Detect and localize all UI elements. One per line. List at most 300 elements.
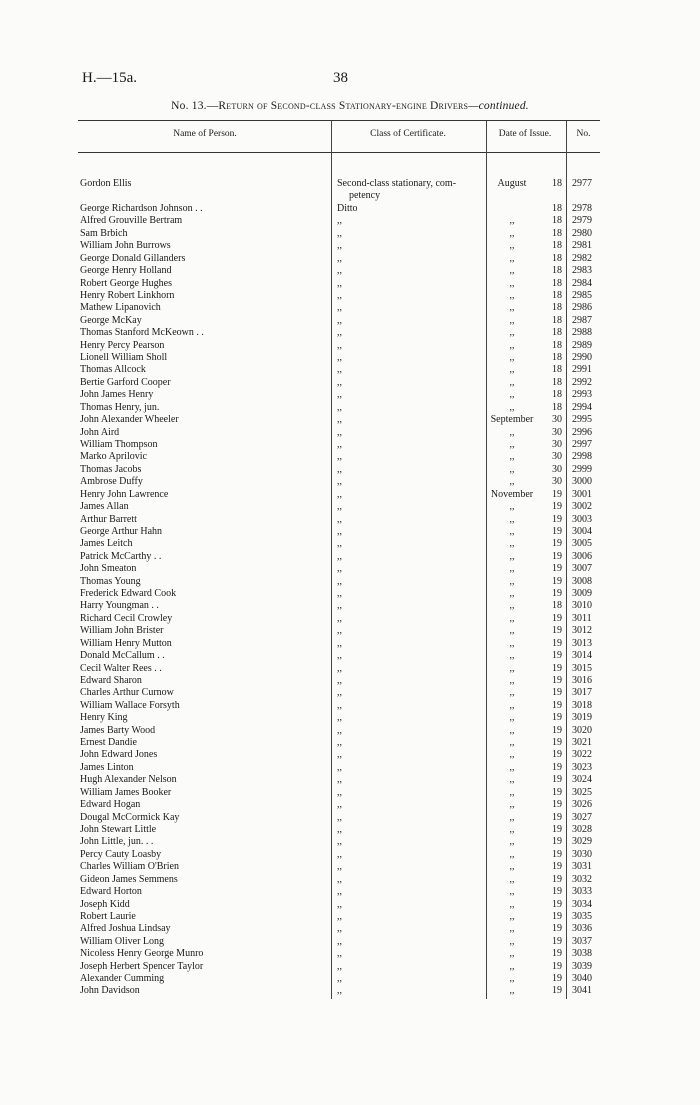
- table-row: [0, 787, 700, 799]
- issue-month: ,,: [509, 973, 515, 985]
- issue-day: 19: [552, 923, 562, 935]
- certificate-class: ,,: [337, 563, 342, 575]
- person-name: John Little, jun. . .: [80, 836, 154, 848]
- certificate-number: 3040: [572, 973, 592, 985]
- page-number: 38: [333, 70, 348, 86]
- certificate-number: 2990: [572, 352, 592, 364]
- certificate-class: ,,: [337, 588, 342, 600]
- table-row: [0, 613, 700, 625]
- issue-month: ,,: [509, 525, 515, 537]
- issue-day: 18: [552, 314, 562, 326]
- table-row: [0, 973, 700, 985]
- certificate-number: 2978: [572, 203, 592, 214]
- certificate-number: 3041: [572, 985, 592, 997]
- table-row: [0, 961, 700, 973]
- issue-day: 19: [552, 973, 562, 985]
- issue-day: 19: [552, 712, 562, 724]
- table-row: [0, 563, 700, 575]
- issue-month: ,,: [509, 240, 515, 252]
- person-name: Charles Arthur Curnow: [80, 687, 174, 699]
- certificate-class: ,,: [337, 960, 342, 972]
- issue-month: ,,: [509, 774, 515, 786]
- certificate-class: ,,: [337, 886, 342, 898]
- issue-month: ,,: [509, 314, 515, 326]
- issue-month: ,,: [509, 699, 515, 711]
- person-name: John Aird: [80, 426, 120, 438]
- column-header-name: Name of Person.: [173, 129, 237, 139]
- table-row: [0, 700, 700, 712]
- table-row: [0, 675, 700, 687]
- issue-day: 18: [552, 339, 562, 351]
- issue-day: 19: [552, 674, 562, 686]
- table-row: [0, 985, 700, 997]
- table-row: [0, 712, 700, 724]
- certificate-number: 2989: [572, 339, 592, 351]
- certificate-class: ,,: [337, 327, 342, 339]
- certificate-class: ,,: [337, 376, 342, 388]
- issue-month: ,,: [509, 327, 515, 339]
- certificate-class: ,,: [337, 637, 342, 649]
- issue-month: ,,: [509, 935, 515, 947]
- issue-month: ,,: [509, 612, 515, 624]
- issue-month: ,,: [509, 786, 515, 798]
- certificate-class: ,,: [337, 910, 342, 922]
- person-name: John Davidson: [80, 985, 140, 997]
- person-name: Thomas Jacobs: [80, 463, 142, 475]
- table-row: [0, 923, 700, 935]
- issue-day: 18: [552, 327, 562, 339]
- issue-day: 18: [552, 178, 562, 189]
- certificate-number: 2994: [572, 401, 592, 413]
- certificate-class: ,,: [337, 749, 342, 761]
- person-name: Ambrose Duffy: [80, 476, 143, 488]
- issue-month: September: [490, 414, 534, 426]
- certificate-class: ,,: [337, 438, 342, 450]
- issue-month: ,,: [509, 302, 515, 314]
- certificate-class: ,,: [337, 215, 342, 227]
- table-row: [0, 799, 700, 811]
- certificate-class: ,,: [337, 389, 342, 401]
- issue-month: ,,: [509, 674, 515, 686]
- certificate-class: ,,: [337, 451, 342, 463]
- certificate-number: 3010: [572, 600, 592, 612]
- certificate-class: ,,: [337, 426, 342, 438]
- table-row: [0, 737, 700, 749]
- certificate-number: 2982: [572, 252, 592, 264]
- certificate-class: ,,: [337, 550, 342, 562]
- table-row: [0, 812, 700, 824]
- issue-month: ,,: [509, 438, 515, 450]
- table-row: [0, 687, 700, 699]
- certificate-number: 3036: [572, 923, 592, 935]
- certificate-number: 3038: [572, 948, 592, 960]
- person-name: William Wallace Forsyth: [80, 699, 180, 711]
- certificate-class: ,,: [337, 836, 342, 848]
- certificate-number: 3005: [572, 538, 592, 550]
- certificate-number: 2986: [572, 302, 592, 314]
- table-row: [0, 340, 700, 352]
- issue-day: 30: [552, 438, 562, 450]
- person-name: William Thompson: [80, 438, 158, 450]
- person-name: Marko Aprilovic: [80, 451, 147, 463]
- issue-month: ,,: [509, 749, 515, 761]
- certificate-number: 2999: [572, 463, 592, 475]
- issue-day: 18: [552, 252, 562, 264]
- certificate-number: 3027: [572, 811, 592, 823]
- issue-day: 18: [552, 389, 562, 401]
- table-row: [0, 464, 700, 476]
- certificate-class: ,,: [337, 525, 342, 537]
- certificate-number: 2993: [572, 389, 592, 401]
- issue-month: November: [490, 488, 534, 500]
- person-name: Edward Horton: [80, 886, 142, 898]
- certificate-number: 2996: [572, 426, 592, 438]
- certificate-number: 3008: [572, 575, 592, 587]
- person-name: Gideon James Semmens: [80, 873, 178, 885]
- certificate-number: 3009: [572, 588, 592, 600]
- person-name: John Smeaton: [80, 563, 137, 575]
- table-row: [0, 278, 700, 290]
- issue-month: ,,: [509, 550, 515, 562]
- certificate-class: ,,: [337, 985, 342, 997]
- issue-month: ,,: [509, 799, 515, 811]
- issue-month: ,,: [509, 376, 515, 388]
- certificate-class: ,,: [337, 513, 342, 525]
- certificate-class: ,,: [337, 824, 342, 835]
- issue-day: 19: [552, 848, 562, 860]
- certificate-number: 3011: [572, 612, 592, 624]
- table-row: [0, 215, 700, 227]
- issue-day: 18: [552, 215, 562, 227]
- person-name: Richard Cecil Crowley: [80, 612, 173, 624]
- person-name: Sam Brbich: [80, 227, 128, 239]
- person-name: Harry Youngman . .: [80, 600, 159, 612]
- certificate-number: 3033: [572, 886, 592, 898]
- person-name: George Henry Holland: [80, 265, 172, 277]
- certificate-class: ,,: [337, 314, 342, 326]
- person-name: John Stewart Little: [80, 824, 157, 835]
- certificate-number: 2985: [572, 289, 592, 301]
- person-name: Patrick McCarthy . .: [80, 550, 162, 562]
- issue-day: 19: [552, 811, 562, 823]
- issue-day: 30: [552, 463, 562, 475]
- issue-day: 30: [552, 451, 562, 463]
- person-name: Edward Hogan: [80, 799, 141, 811]
- certificate-class: ,,: [337, 811, 342, 823]
- person-name: Cecil Walter Rees . .: [80, 662, 162, 674]
- certificate-class: ,,: [337, 799, 342, 811]
- table-title: [0, 100, 700, 112]
- certificate-class: ,,: [337, 227, 342, 239]
- person-name: James Linton: [80, 761, 134, 773]
- person-name: Robert Laurie: [80, 910, 136, 922]
- certificate-number: 3014: [572, 650, 592, 662]
- issue-month: ,,: [509, 724, 515, 736]
- certificate-number: 2987: [572, 314, 592, 326]
- person-name: John Edward Jones: [80, 749, 158, 761]
- certificate-number: 2984: [572, 277, 592, 289]
- certificate-number: 3017: [572, 687, 592, 699]
- certificate-number: 3035: [572, 910, 592, 922]
- issue-month: ,,: [509, 687, 515, 699]
- table-row: [0, 576, 700, 588]
- person-name: Henry John Lawrence: [80, 488, 169, 500]
- issue-month: ,,: [509, 513, 515, 525]
- certificate-number: 2980: [572, 227, 592, 239]
- issue-day: 18: [552, 401, 562, 413]
- certificate-number: 3002: [572, 501, 592, 513]
- issue-month: ,,: [509, 960, 515, 972]
- issue-month: ,,: [509, 227, 515, 239]
- person-name: John James Henry: [80, 389, 154, 401]
- issue-day: 19: [552, 525, 562, 537]
- certificate-number: 2997: [572, 438, 592, 450]
- issue-month: ,,: [509, 811, 515, 823]
- issue-day: 19: [552, 737, 562, 749]
- issue-month: ,,: [509, 401, 515, 413]
- issue-month: ,,: [509, 563, 515, 575]
- person-name: Donald McCallum . .: [80, 650, 165, 662]
- person-name: Thomas Henry, jun.: [80, 401, 160, 413]
- issue-day: 18: [552, 352, 562, 364]
- certificate-number: 3016: [572, 674, 592, 686]
- certificate-number: 3001: [572, 488, 592, 500]
- table-row: [0, 302, 700, 314]
- person-name: Alexander Cumming: [80, 973, 165, 985]
- table-row: [0, 178, 700, 201]
- issue-day: 30: [552, 414, 562, 426]
- page-header-ref: H.—15a.: [82, 70, 137, 86]
- certificate-number: 3021: [572, 737, 592, 749]
- issue-month: ,,: [509, 451, 515, 463]
- table-row: [0, 936, 700, 948]
- issue-day: 19: [552, 761, 562, 773]
- title-prefix: No. 13.—: [171, 100, 219, 112]
- certificate-class: ,,: [337, 687, 342, 699]
- issue-month: ,,: [509, 848, 515, 860]
- issue-day: 19: [552, 501, 562, 513]
- issue-day: 19: [552, 898, 562, 910]
- certificate-class: ,,: [337, 625, 342, 637]
- issue-day: 19: [552, 550, 562, 562]
- issue-month: ,,: [509, 712, 515, 724]
- person-name: Henry Percy Pearson: [80, 339, 165, 351]
- issue-month: August: [497, 178, 527, 189]
- table-row: [0, 774, 700, 786]
- issue-day: 19: [552, 563, 562, 575]
- certificate-class: ,,: [337, 401, 342, 413]
- issue-day: 18: [552, 277, 562, 289]
- certificate-number: 3037: [572, 935, 592, 947]
- certificate-class: ,,: [337, 848, 342, 860]
- issue-day: 19: [552, 786, 562, 798]
- certificate-number: 3028: [572, 824, 592, 835]
- person-name: Lionell William Sholl: [80, 352, 168, 364]
- certificate-class: ,,: [337, 786, 342, 798]
- certificate-number: 3022: [572, 749, 592, 761]
- issue-day: 19: [552, 650, 562, 662]
- table-row: [0, 427, 700, 439]
- issue-month: ,,: [509, 985, 515, 997]
- table-row: [0, 663, 700, 675]
- issue-day: 19: [552, 774, 562, 786]
- issue-day: 19: [552, 985, 562, 997]
- certificate-class: Ditto: [337, 203, 358, 214]
- issue-day: 19: [552, 588, 562, 600]
- issue-day: 19: [552, 637, 562, 649]
- issue-month: ,,: [509, 463, 515, 475]
- certificate-number: 2977: [572, 178, 592, 189]
- person-name: James Leitch: [80, 538, 133, 550]
- certificate-class-continued: petency: [349, 190, 381, 201]
- table-row: [0, 414, 700, 426]
- certificate-number: 3026: [572, 799, 592, 811]
- certificate-number: 3031: [572, 861, 592, 873]
- person-name: Ernest Dandie: [80, 737, 137, 749]
- certificate-class: ,,: [337, 873, 342, 885]
- issue-day: 18: [552, 240, 562, 252]
- person-name: Gordon Ellis: [80, 178, 132, 189]
- certificate-number: 2992: [572, 376, 592, 388]
- certificate-class: ,,: [337, 674, 342, 686]
- person-name: Bertie Garford Cooper: [80, 376, 171, 388]
- certificate-class: ,,: [337, 935, 342, 947]
- issue-month: ,,: [509, 886, 515, 898]
- person-name: Joseph Herbert Spencer Taylor: [80, 960, 204, 972]
- certificate-number: 2998: [572, 451, 592, 463]
- table-row: [0, 551, 700, 563]
- certificate-class: ,,: [337, 364, 342, 376]
- certificate-class: ,,: [337, 488, 342, 500]
- table-row: [0, 402, 700, 414]
- issue-day: 19: [552, 724, 562, 736]
- certificate-number: 3024: [572, 774, 592, 786]
- table-row: [0, 749, 700, 761]
- certificate-number: 2988: [572, 327, 592, 339]
- issue-month: ,,: [509, 476, 515, 488]
- table-row: [0, 203, 700, 215]
- certificate-number: 3020: [572, 724, 592, 736]
- person-name: William Oliver Long: [80, 935, 165, 947]
- issue-day: 19: [552, 935, 562, 947]
- issue-day: 18: [552, 376, 562, 388]
- table-row: [0, 439, 700, 451]
- person-name: George Arthur Hahn: [80, 525, 163, 537]
- table-row: [0, 725, 700, 737]
- table-row: [0, 899, 700, 911]
- table-row: [0, 265, 700, 277]
- issue-month: ,,: [509, 538, 515, 550]
- table-row: [0, 911, 700, 923]
- person-name: Nicoless Henry George Munro: [80, 948, 204, 960]
- table-row: [0, 228, 700, 240]
- issue-day: 30: [552, 426, 562, 438]
- issue-month: ,,: [509, 339, 515, 351]
- person-name: Hugh Alexander Nelson: [80, 774, 177, 786]
- issue-month: ,,: [509, 948, 515, 960]
- table-row: [0, 948, 700, 960]
- issue-month: ,,: [509, 277, 515, 289]
- table-row: [0, 352, 700, 364]
- issue-month: ,,: [509, 426, 515, 438]
- certificate-class: ,,: [337, 575, 342, 587]
- certificate-class: ,,: [337, 973, 342, 985]
- table-row: [0, 489, 700, 501]
- person-name: Edward Sharon: [80, 674, 142, 686]
- certificate-number: 2995: [572, 414, 592, 426]
- issue-month: ,,: [509, 637, 515, 649]
- issue-day: 19: [552, 612, 562, 624]
- certificate-class: ,,: [337, 724, 342, 736]
- certificate-class: ,,: [337, 302, 342, 314]
- issue-day: 18: [552, 289, 562, 301]
- person-name: James Barty Wood: [80, 724, 156, 736]
- person-name: Dougal McCormick Kay: [80, 811, 180, 823]
- person-name: James Allan: [80, 501, 129, 513]
- issue-day: 19: [552, 625, 562, 637]
- issue-day: 19: [552, 873, 562, 885]
- certificate-number: 2983: [572, 265, 592, 277]
- certificate-number: 3004: [572, 525, 592, 537]
- issue-month: ,,: [509, 389, 515, 401]
- table-row: [0, 364, 700, 376]
- certificate-number: 3032: [572, 873, 592, 885]
- table-row: [0, 389, 700, 401]
- issue-month: ,,: [509, 910, 515, 922]
- certificate-number: 3012: [572, 625, 592, 637]
- issue-day: 18: [552, 302, 562, 314]
- certificate-class: ,,: [337, 414, 342, 426]
- certificate-number: 3013: [572, 637, 592, 649]
- certificate-class: ,,: [337, 265, 342, 277]
- person-name: Henry Robert Linkhorn: [80, 289, 175, 301]
- issue-day: 18: [552, 364, 562, 376]
- certificate-class: ,,: [337, 476, 342, 488]
- certificate-class: ,,: [337, 923, 342, 935]
- table-row: [0, 625, 700, 637]
- person-name: Mathew Lipanovich: [80, 302, 161, 314]
- column-header-no: No.: [576, 129, 591, 139]
- issue-day: 19: [552, 824, 562, 835]
- certificate-number: 3018: [572, 699, 592, 711]
- certificate-class: ,,: [337, 352, 342, 364]
- certificate-number: 3023: [572, 761, 592, 773]
- person-name: Arthur Barrett: [80, 513, 137, 525]
- issue-day: 19: [552, 960, 562, 972]
- certificate-class: ,,: [337, 501, 342, 513]
- table-row: [0, 650, 700, 662]
- person-name: Frederick Edward Cook: [80, 588, 177, 600]
- certificate-number: 3000: [572, 476, 592, 488]
- issue-day: 19: [552, 538, 562, 550]
- certificate-class: ,,: [337, 252, 342, 264]
- person-name: Alfred Grouville Bertram: [80, 215, 183, 227]
- certificate-number: 3003: [572, 513, 592, 525]
- issue-day: 19: [552, 886, 562, 898]
- table-row: [0, 849, 700, 861]
- issue-month: ,,: [509, 923, 515, 935]
- certificate-class: ,,: [337, 761, 342, 773]
- issue-month: ,,: [509, 836, 515, 848]
- column-header-class: Class of Certificate.: [370, 129, 446, 139]
- table-row: [0, 762, 700, 774]
- table-row: [0, 600, 700, 612]
- certificate-number: 2981: [572, 240, 592, 252]
- person-name: George McKay: [80, 314, 142, 326]
- person-name: Thomas Allcock: [80, 364, 146, 376]
- certificate-class: ,,: [337, 538, 342, 550]
- certificate-number: 2991: [572, 364, 592, 376]
